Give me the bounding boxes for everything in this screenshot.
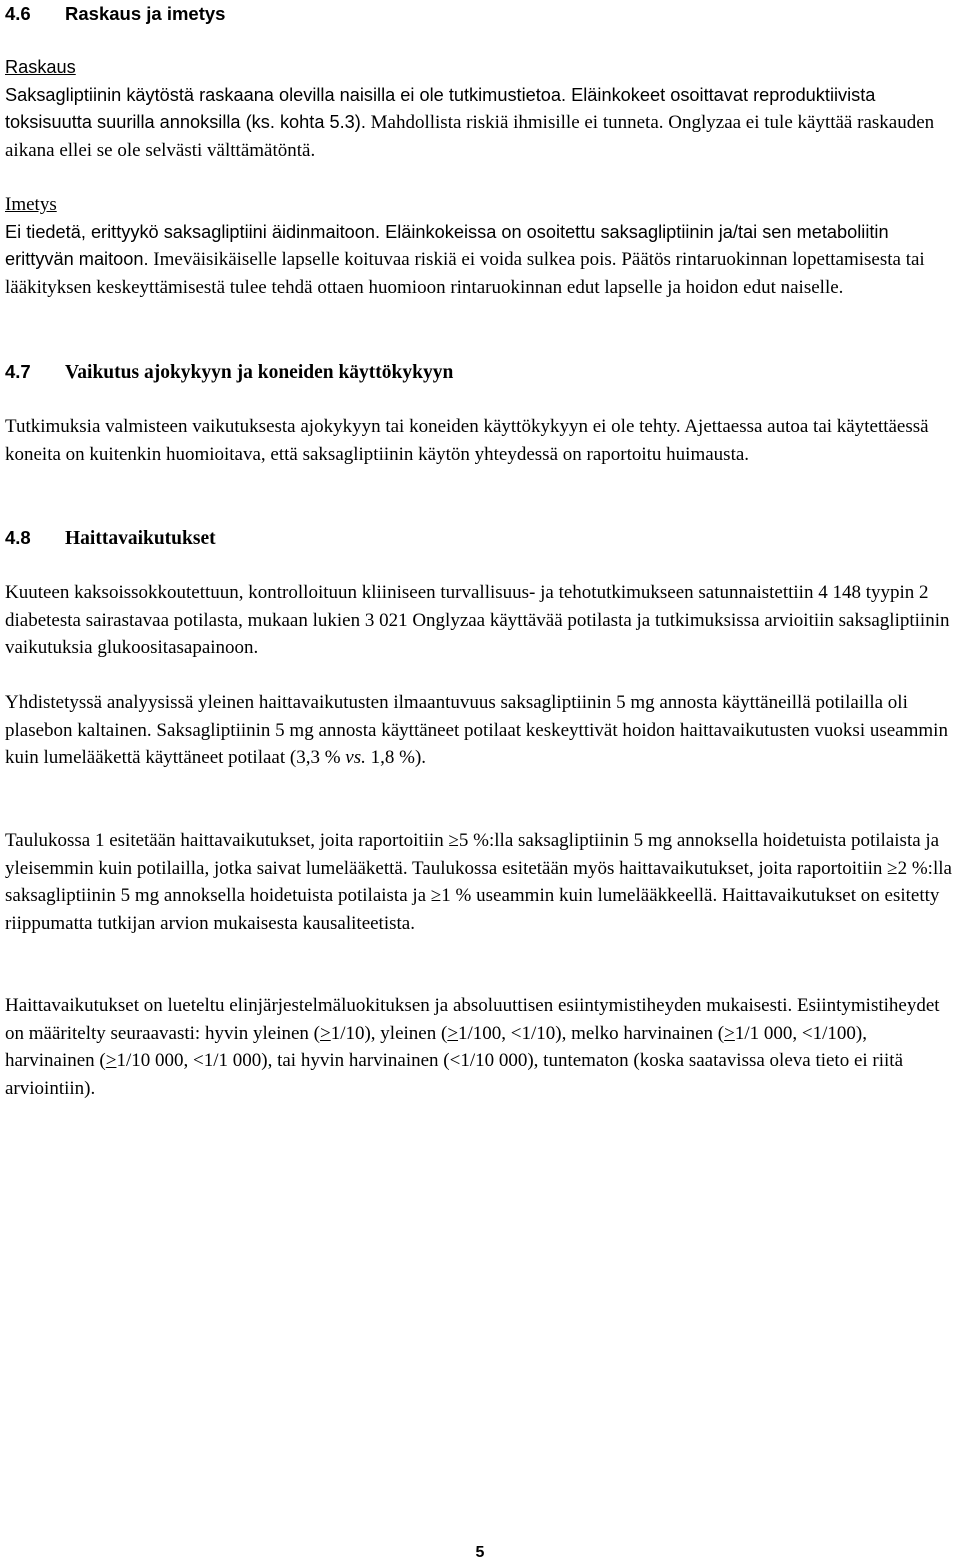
paragraph-4-8-intro: Kuuteen kaksoissokkoutettuun, kontrolloituun kliiniseen turvallisuus- ja tehotutkimukseen satunnaistettiin 4 148 tyypin 2 diabetesta sairastavaa potilasta, mukaan lukien 3 021 Onglyzaa käyttävää potilasta ja tutkimuksissa arvioitiin saksagliptiinin vaikutuksia glukoositasapainoon. bbox=[5, 582, 950, 658]
section-number: 4.6 bbox=[5, 3, 31, 24]
freq-text-d: 1/1 000, <1/100), harvinainen ( bbox=[5, 1022, 867, 1071]
freq-text-a: Haittavaikutukset on lueteltu elinjärjestelmäluokituksen ja absoluuttisen esiintymistiheyden mukaisesti. Esiintymistiheydet on määritelty seuraavasti: hyvin yleinen ( bbox=[5, 995, 940, 1044]
freq-text-e: 1/10 000, <1/1 000), tai hyvin harvinainen (<1/10 000), tuntematon (koska saatavissa oleva tieto ei riitä arviointiin). bbox=[5, 1050, 904, 1099]
paragraph-4-7: Tutkimuksia valmisteen vaikutuksesta ajokykyyn tai koneiden käyttökykyyn ei ole tehty. Ajettaessa autoa tai käytettäessä koneita on kuitenkin huomioitava, että saksagliptiinin käytön yhteydessä on raportoitu huimausta. bbox=[5, 416, 929, 465]
paragraph-4-8-table-intro bbox=[5, 827, 953, 937]
paragraph-4-8-pooled-analysis bbox=[5, 689, 953, 772]
ge-symbol: > bbox=[724, 1022, 735, 1044]
imetys-text-part-3: Päätös rintaruokinnan lopettamisesta tai lääkityksen keskeyttämisestä tulee tehdä ottaen huomioon rintaruokinnan edut lapselle ja hoidon edut naiselle. bbox=[5, 249, 925, 298]
page-number: 5 bbox=[475, 1544, 485, 1561]
table-intro-text-b: %:lla saksagliptiinin 5 mg annoksella hoidetuista potilaista ja yleisemmin kuin potilailla, jotka saivat lumelääkettä. Taulukossa esitetään myös haittavaikutukset, joita raportoitiin bbox=[5, 830, 940, 879]
raskaus-text-part-1: Saksagliptiinin käytöstä raskaana olevilla naisilla ei ole tutkimustietoa. Eläinkokeet osoittavat reproduktiivista toksisuutta suurilla annoksilla (ks. kohta 5.3). bbox=[5, 84, 876, 132]
subheading-imetys: Imetys bbox=[5, 194, 57, 215]
paragraph-imetys bbox=[5, 219, 953, 302]
section-heading-4-7 bbox=[5, 358, 453, 387]
pooled-text-b: 1,8 %). bbox=[365, 747, 427, 768]
table-intro-text-a: Taulukossa 1 esitetään haittavaikutukset, joita raportoitiin bbox=[5, 830, 449, 851]
subheading-raskaus: Raskaus bbox=[5, 57, 76, 77]
imetys-text-part-2: Imeväisikäiselle lapselle koituvaa riskiä ei voida sulkea pois. bbox=[148, 249, 617, 270]
section-heading-4-6 bbox=[5, 0, 225, 29]
section-title: Raskaus ja imetys bbox=[65, 3, 226, 24]
table-intro-text-d: % useammin kuin lumelääkkeellä. Haittavaikutukset on esitetty riippumatta tutkijan arvion mukaisesta kausaliteetista. bbox=[5, 885, 940, 934]
section-4-6-body bbox=[5, 54, 953, 301]
raskaus-text-part-2: Mahdollista riskiä ihmisille ei tunneta. Onglyzaa ei tule käyttää raskauden aikana ellei se ole selvästi välttämätöntä. bbox=[5, 112, 935, 161]
freq-text-b: 1/10), yleinen ( bbox=[330, 1022, 448, 1044]
vs-italic: vs. bbox=[345, 747, 366, 768]
freq-text-c: 1/100, <1/10), melko harvinainen ( bbox=[458, 1022, 725, 1044]
paragraph-raskaus bbox=[5, 82, 953, 165]
section-heading-4-8 bbox=[5, 524, 216, 553]
ge-1-value: ≥1 bbox=[430, 885, 451, 906]
section-number: 4.7 bbox=[5, 361, 31, 382]
pooled-text-a: Yhdistetyssä analyysissä yleinen haittavaikutusten ilmaantuvuus saksagliptiinin 5 mg annosta käyttäneillä potilailla oli plasebon kaltainen. Saksagliptiinin 5 mg annosta käyttäneet potilaat keskeyttivät hoidon haittavaikutusten vuoksi useammin kuin lumelääkettä käyttäneet potilaat (3,3 % bbox=[5, 692, 948, 768]
paragraph-4-8-frequencies bbox=[5, 992, 953, 1102]
ge-symbol: > bbox=[447, 1022, 459, 1044]
section-number: 4.8 bbox=[5, 527, 31, 548]
ge-symbol: > bbox=[105, 1050, 117, 1071]
ge-symbol: > bbox=[319, 1022, 331, 1044]
ge-5-value: ≥5 bbox=[448, 830, 469, 851]
section-title: Haittavaikutukset bbox=[65, 528, 216, 549]
ge-2-value: ≥2 bbox=[887, 857, 908, 879]
imetys-text-part-1: Ei tiedetä, erittyykö saksagliptiini äidinmaitoon. Eläinkokeissa on osoitettu saksagliptiinin ja/tai sen metaboliitin erittyvän maitoon. bbox=[5, 221, 889, 269]
section-title: Vaikutus ajokykyyn ja koneiden käyttökykyyn bbox=[65, 362, 454, 383]
table-intro-text-c: %:lla saksagliptiinin 5 mg annoksella hoidetuista potilaista ja bbox=[5, 857, 952, 906]
